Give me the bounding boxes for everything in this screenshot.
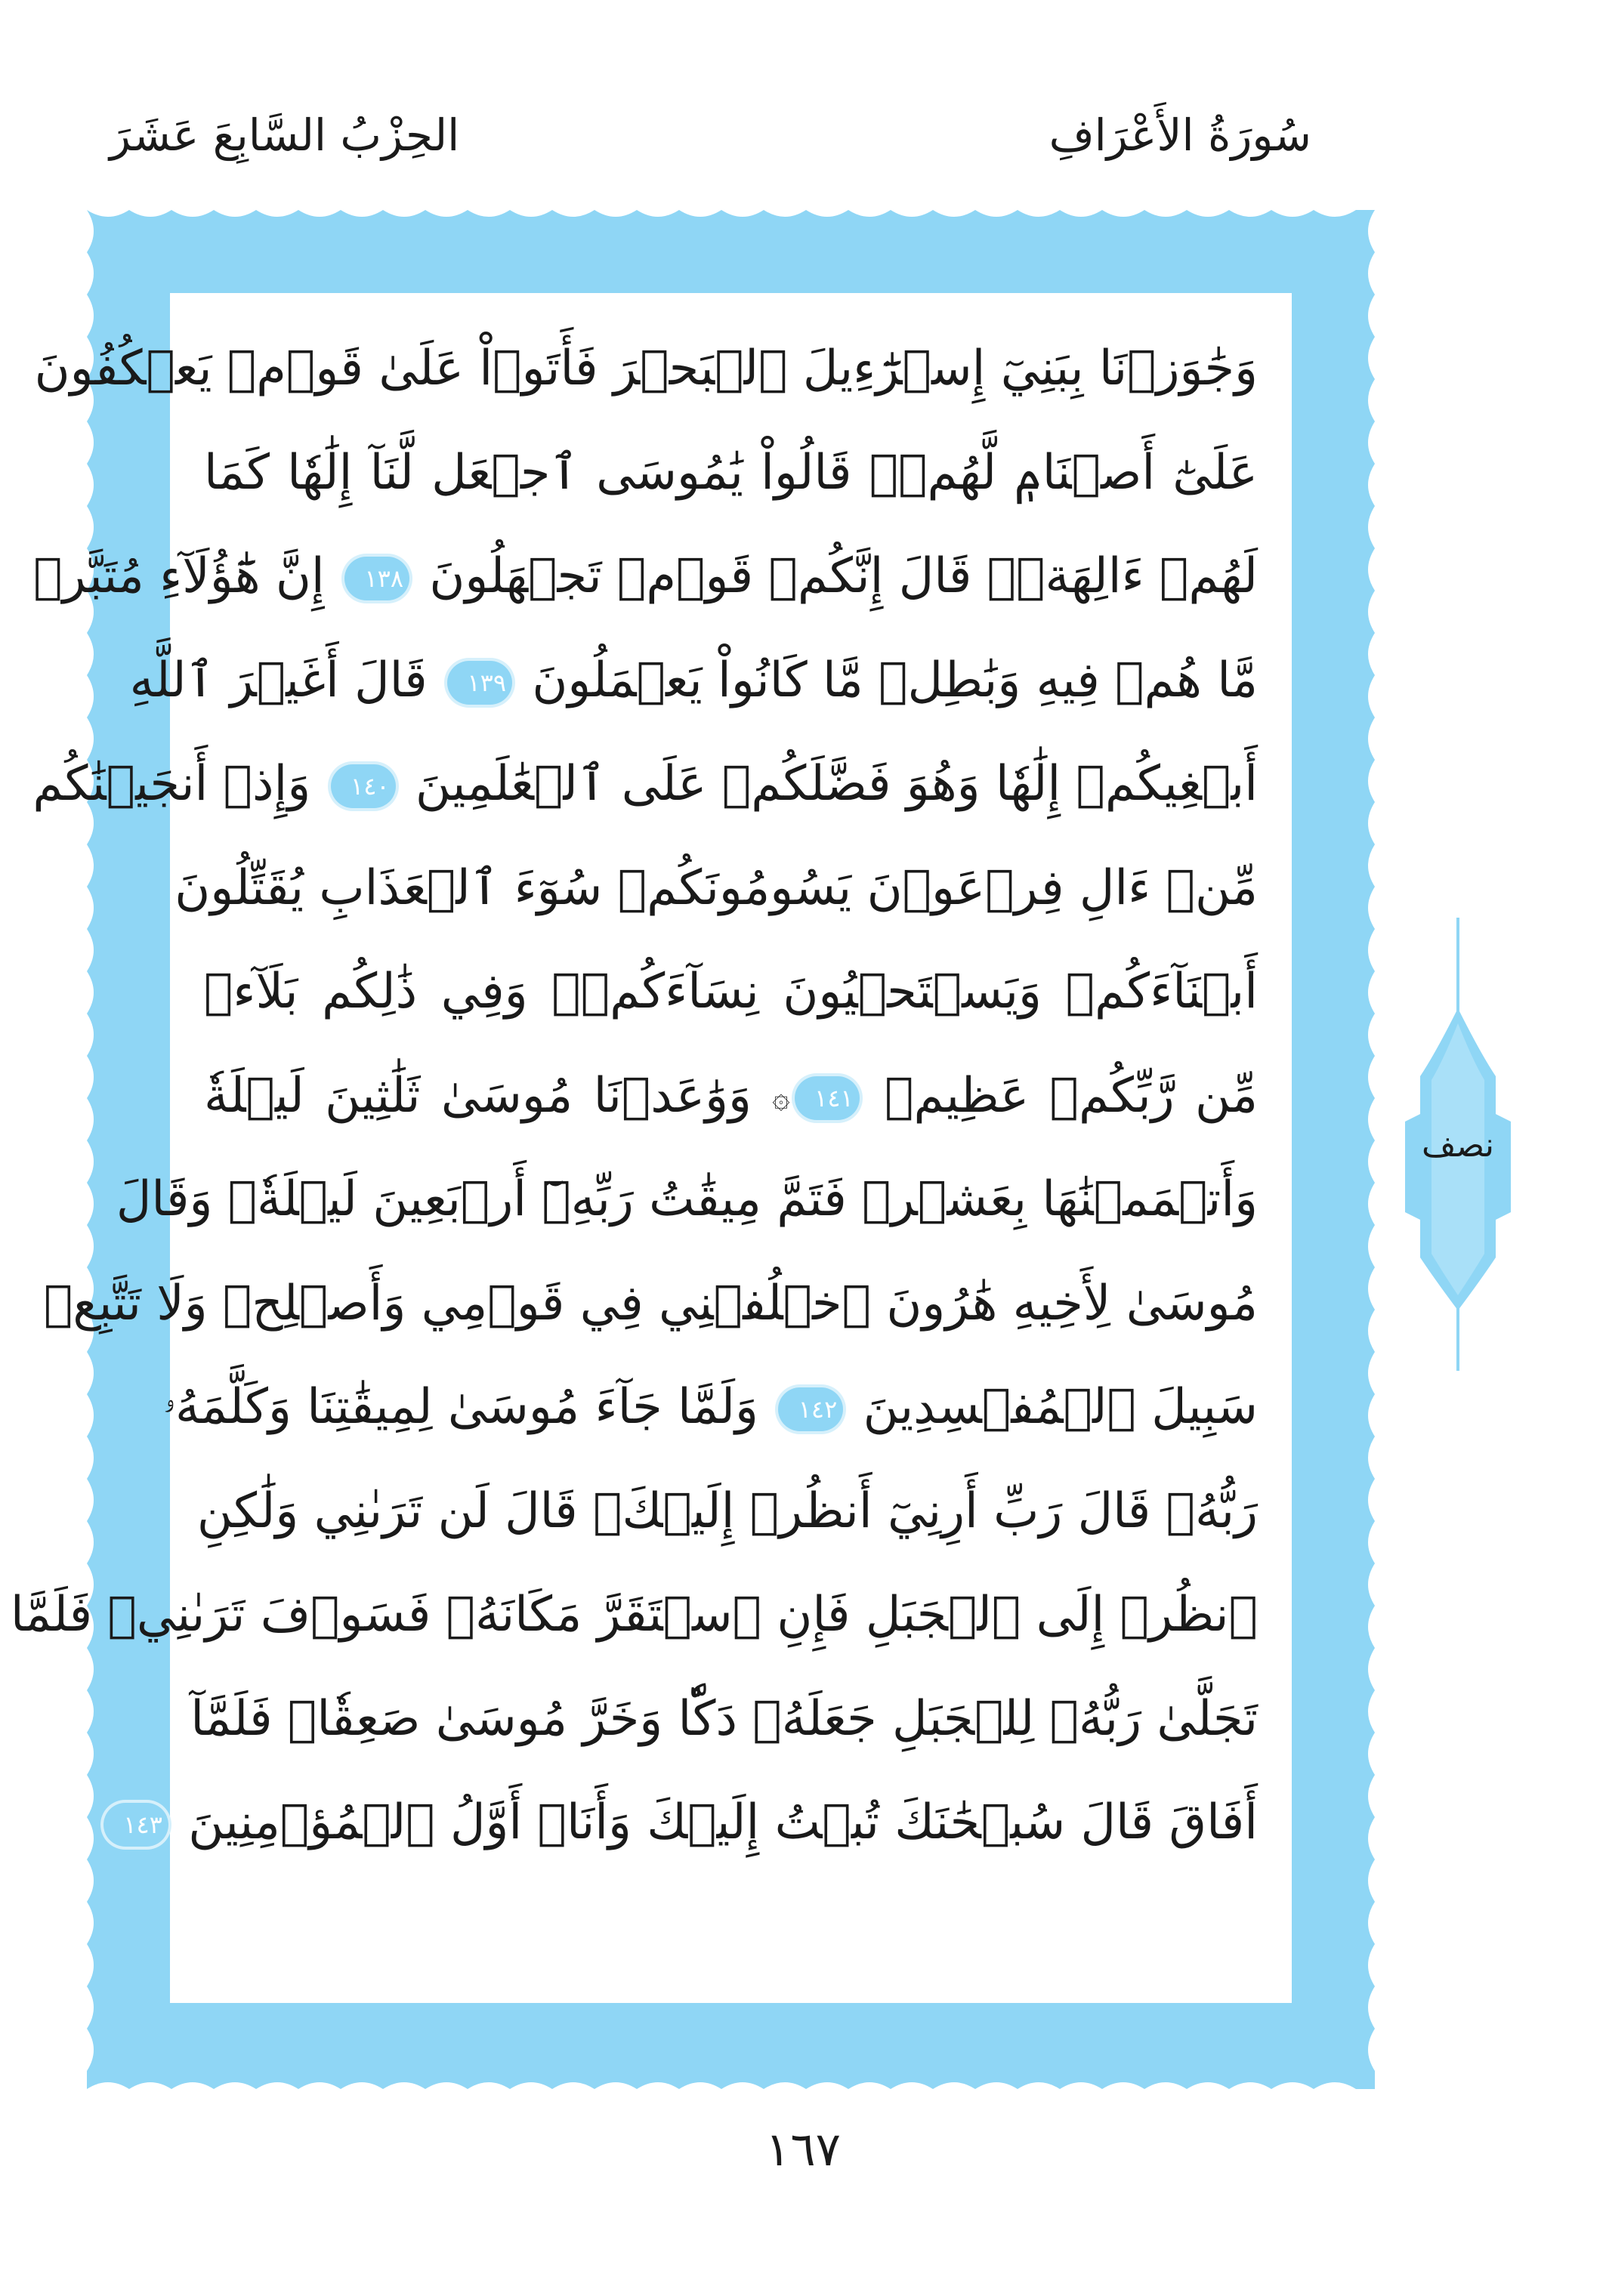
frame-notch [87,971,94,1014]
frame-notch [1368,1986,1375,2029]
frame-notch [87,252,94,295]
frame-notch [1368,1733,1375,1775]
frame-notch [1314,210,1356,217]
frame-notch [87,1733,94,1775]
frame-notch [129,2082,171,2089]
frame-notch [552,210,595,217]
verse-line [190,1668,1258,1772]
surah-name: سُورَةُ الأَعْرَافِ [1049,110,1311,161]
ayah-number-marker: ١٤٢ [778,1387,843,1431]
frame-notch [1368,379,1375,421]
frame-notch [87,633,94,675]
ayah-number-marker: ١٤١ [795,1076,860,1120]
frame-notch [87,1056,94,1098]
frame-notch [1368,1859,1375,1902]
frame-notch [1368,210,1375,252]
verse-line [123,1771,1258,1875]
frame-notch [1368,1521,1375,1563]
frame-notch [214,210,256,217]
verse-text: قَالَ أَغَيۡرَ ٱللَّهِ [129,652,443,708]
frame-notch [87,2082,129,2089]
verse-text: أَفَاقَ قَالَ سُبۡحَٰنَكَ تُبۡتُ إِلَيۡكَ وَأَنَا۠ أَوَّلُ ٱلۡمُؤۡمِنِينَ [188,1795,1258,1850]
frame-notch [1060,210,1102,217]
frame-notch [1102,2082,1144,2089]
frame-notch [1368,548,1375,591]
quran-text [10,317,1259,1979]
verse-line [196,1460,1258,1564]
frame-notch [87,1859,94,1902]
frame-notch [1368,506,1375,548]
frame-notch [1368,675,1375,718]
ayah-number-marker: ١٤٠ [331,764,396,808]
verse-text: أَبۡنَآءَكُمۡ وَيَسۡتَحۡيُونَ نِسَآءَكُمۡۚ وَفِي ذَٰلِكُم بَلَآءٞ [204,964,1258,1020]
frame-notch [1314,2082,1356,2089]
frame-notch [679,2082,721,2089]
frame-notch [806,2082,848,2089]
frame-notch [87,1775,94,1817]
frame-notch [1271,210,1314,217]
verse-line [204,1045,1258,1149]
frame-notch [1368,971,1375,1014]
frame-notch [1368,1394,1375,1437]
frame-notch [721,2082,764,2089]
frame-notch [510,2082,552,2089]
verse-line [33,525,1258,629]
frame-notch [129,210,171,217]
frame-notch [1368,929,1375,971]
frame-notch [87,1352,94,1394]
frame-notch [214,2082,256,2089]
verse-text: وَوَٰعَدۡنَا مُوسَىٰ ثَلَٰثِينَ لَيۡلَةٗ [204,1067,773,1124]
frame-notch [552,2082,595,2089]
verse-text: أَبۡغِيكُمۡ إِلَٰهٗا وَهُوَ فَضَّلَكُمۡ عَلَى ٱلۡعَٰلَمِينَ [415,756,1258,812]
frame-notch [1018,2082,1060,2089]
ayah-number-marker: ١٤٣ [103,1803,168,1847]
frame-notch [171,210,214,217]
verse-text: وَلَمَّا جَآءَ مُوسَىٰ لِمِيقَٰتِنَا وَكَلَّمَهُۥ [163,1379,774,1435]
frame-notch [1368,464,1375,506]
verse-text: عَلَىٰٓ أَصۡنَامٖ لَّهُمۡۚ قَالُواْ يَٰمُوسَى ٱجۡعَل لَّنَآ إِلَٰهٗا كَمَا [204,444,1258,501]
frame-notch [1368,1944,1375,1986]
frame-notch [595,210,637,217]
frame-notch [1368,1902,1375,1944]
verse-text: تَجَلَّىٰ رَبُّهُۥ لِلۡجَبَلِ جَعَلَهُۥ دَكّٗا وَخَرَّ مُوسَىٰ صَعِقٗاۚ فَلَمَّآ [190,1690,1258,1747]
verse-line [204,940,1258,1045]
frame-notch [1368,295,1375,337]
verse-line [129,629,1258,733]
ayah-number-marker: ١٣٩ [447,661,512,705]
verse-text: مِّن رَّبِّكُمۡ عَظِيمٞ [885,1067,1259,1124]
frame-notch [87,1817,94,1859]
frame-notch [468,210,510,217]
frame-notch [1368,718,1375,760]
verse-text: وَأَتۡمَمۡنَٰهَا بِعَشۡرٖ فَتَمَّ مِيقَٰتُ رَبِّهِۦٓ أَرۡبَعِينَ لَيۡلَةٗۚ وَقَالَ [116,1171,1258,1227]
frame-notch [87,1690,94,1733]
verse-line [32,733,1258,837]
verse-line [204,421,1258,526]
frame-notch [1229,2082,1271,2089]
verse-line [44,1252,1258,1356]
frame-notch [87,421,94,464]
frame-notch [87,675,94,718]
frame-notch [383,2082,425,2089]
frame-notch [933,210,975,217]
frame-notch [1368,1014,1375,1056]
verse-text: إِنَّ هَٰٓؤُلَآءِ مُتَبَّرٞ [33,548,341,604]
frame-notch [848,210,891,217]
frame-notch [1368,1310,1375,1352]
verse-line [174,837,1258,941]
frame-notch [1144,210,1187,217]
frame-notch [1368,591,1375,633]
frame-notch [256,210,298,217]
frame-notch [341,210,383,217]
frame-notch [1368,1606,1375,1648]
frame-notch [1018,210,1060,217]
frame-notch [87,1986,94,2029]
frame-notch [298,2082,341,2089]
frame-notch [87,210,94,252]
verse-text: وَإِذۡ أَنجَيۡنَٰكُم [32,756,326,812]
frame-notch [425,210,468,217]
frame-notch [1368,337,1375,379]
frame-notch [806,210,848,217]
verse-text: مِّنۡ ءَالِ فِرۡعَوۡنَ يَسُومُونَكُمۡ سُوٓءَ ٱلۡعَذَابِ يُقَتِّلُونَ [174,859,1258,916]
frame-notch [87,1437,94,1479]
frame-notch [1102,210,1144,217]
frame-notch [1368,1479,1375,1521]
frame-notch [87,1183,94,1225]
verse-line [34,317,1258,421]
page-number: ١٦٧ [765,2122,841,2177]
frame-notch [87,2029,94,2071]
frame-notch [1368,1648,1375,1690]
frame-notch [721,210,764,217]
frame-notch [1368,2029,1375,2071]
frame-notch [1368,1817,1375,1859]
frame-notch [1368,252,1375,295]
frame-notch [1368,760,1375,802]
frame-notch [595,2082,637,2089]
frame-notch [975,210,1018,217]
frame-notch [1368,1352,1375,1394]
verse-text: مَّا هُمۡ فِيهِ وَبَٰطِلٞ مَّا كَانُواْ يَعۡمَلُونَ [532,652,1258,708]
frame-notch [256,2082,298,2089]
frame-notch [1144,2082,1187,2089]
frame-notch [87,844,94,887]
frame-notch [1187,210,1229,217]
verse-line [116,1148,1258,1252]
frame-notch [891,2082,933,2089]
frame-notch [1368,1775,1375,1817]
nisf-marker: نصف [1422,1126,1494,1165]
frame-notch [1368,887,1375,929]
verse-text: رَبُّهُۥ قَالَ رَبِّ أَرِنِيٓ أَنظُرۡ إِلَيۡكَۚ قَالَ لَن تَرَىٰنِي وَلَٰكِنِ [196,1483,1258,1539]
frame-notch [764,210,806,217]
frame-notch [764,2082,806,2089]
frame-notch [87,210,129,217]
frame-notch [171,2082,214,2089]
frame-notch [298,210,341,217]
verse-text: ٱنظُرۡ إِلَى ٱلۡجَبَلِ فَإِنِ ٱسۡتَقَرَّ مَكَانَهُۥ فَسَوۡفَ تَرَىٰنِيۚ فَلَمَّا [10,1587,1258,1643]
frame-notch [1368,1267,1375,1310]
frame-notch [1368,633,1375,675]
verse-text: مُوسَىٰ لِأَخِيهِ هَٰرُونَ ٱخۡلُفۡنِي فِي قَوۡمِي وَأَصۡلِحۡ وَلَا تَتَّبِعۡ [44,1275,1258,1332]
frame-notch [1368,421,1375,464]
frame-notch [468,2082,510,2089]
ayah-number-marker: ١٣٨ [344,557,409,600]
verse-text: سَبِيلَ ٱلۡمُفۡسِدِينَ [863,1379,1258,1435]
frame-notch [87,1521,94,1563]
frame-notch [87,464,94,506]
frame-notch [1368,1056,1375,1098]
frame-notch [341,2082,383,2089]
frame-notch [87,1140,94,1183]
frame-notch [87,1098,94,1140]
frame-notch [1368,844,1375,887]
verse-text: وَجَٰوَزۡنَا بِبَنِيٓ إِسۡرَٰٓءِيلَ ٱلۡبَحۡرَ فَأَتَوۡاْ عَلَىٰ قَوۡمٖ يَعۡكُفُونَ [34,341,1258,397]
frame-notch [383,210,425,217]
frame-notch [1368,1140,1375,1183]
frame-notch [510,210,552,217]
frame-notch [637,210,679,217]
frame-notch [848,2082,891,2089]
frame-notch [933,2082,975,2089]
rub-el-hizb-icon: ۞ [772,1080,790,1116]
frame-notch [87,929,94,971]
frame-notch [1368,1437,1375,1479]
hizb-name: الحِزْبُ السَّابِعَ عَشَرَ [110,110,460,161]
frame-notch [679,210,721,217]
frame-notch [87,1479,94,1521]
frame-notch [87,1902,94,1944]
frame-notch [87,1014,94,1056]
frame-notch [87,887,94,929]
frame-notch [1368,802,1375,844]
frame-notch [1187,2082,1229,2089]
frame-notch [975,2082,1018,2089]
frame-notch [1060,2082,1102,2089]
frame-notch [425,2082,468,2089]
frame-notch [1368,1183,1375,1225]
frame-notch [87,1944,94,1986]
frame-notch [1368,1690,1375,1733]
frame-notch [1229,210,1271,217]
frame-notch [87,1394,94,1437]
frame-notch [1271,2082,1314,2089]
verse-line [163,1356,1258,1460]
frame-notch [1368,1225,1375,1267]
frame-notch [1368,1098,1375,1140]
verse-text: لَهُمۡ ءَالِهَةٞۚ قَالَ إِنَّكُمۡ قَوۡمٞ تَجۡهَلُونَ [429,548,1258,604]
frame-notch [637,2082,679,2089]
frame-notch [891,210,933,217]
verse-line [10,1563,1258,1668]
frame-notch [1368,1563,1375,1606]
